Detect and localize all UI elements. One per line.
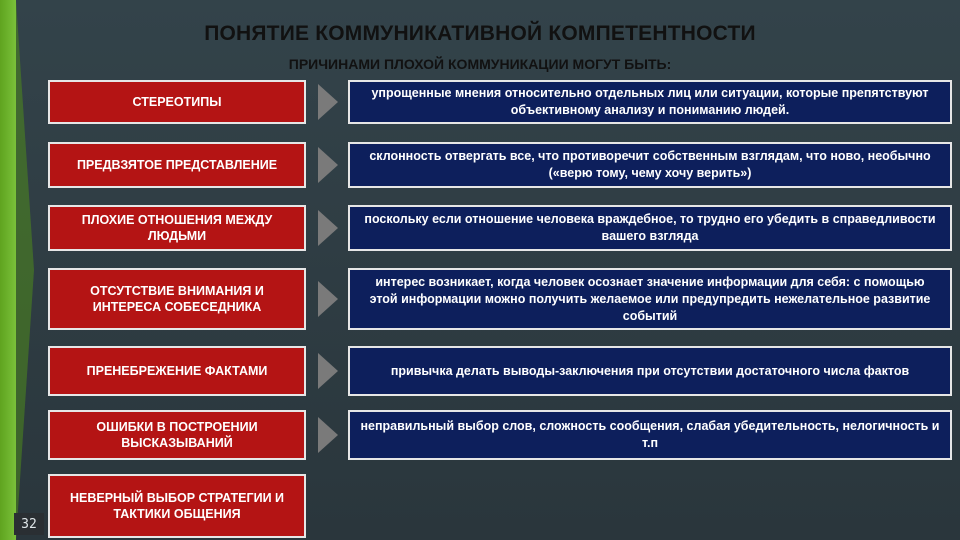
cause-box-attention: ОТСУТСТВИЕ ВНИМАНИЯ И ИНТЕРЕСА СОБЕСЕДНИКА xyxy=(48,268,306,330)
cause-box-relations: ПЛОХИЕ ОТНОШЕНИЯ МЕЖДУ ЛЮДЬМИ xyxy=(48,205,306,251)
arrow-connector xyxy=(318,353,338,389)
description-box-relations: поскольку если отношение человека враждебное, то трудно его убедить в справедливости вашего взгляда xyxy=(348,205,952,251)
cause-box-bias: ПРЕДВЗЯТОЕ ПРЕДСТАВЛЕНИЕ xyxy=(48,142,306,188)
page-number: 32 xyxy=(14,513,44,535)
description-box-bias: склонность отвергать все, что противоречит собственным взглядам, что ново, необычно («верю тому, чему хочу верить») xyxy=(348,142,952,188)
arrow-connector xyxy=(318,281,338,317)
slide-title: ПОНЯТИЕ КОММУНИКАТИВНОЙ КОМПЕТЕНТНОСТИ xyxy=(204,22,756,45)
description-box-attention: интерес возникает, когда человек осознает значение информации для себя: с помощью этой информации можно получить желаемое или предупредить нежелательное развитие событий xyxy=(348,268,952,330)
cause-box-statements: ОШИБКИ В ПОСТРОЕНИИ ВЫСКАЗЫВАНИЙ xyxy=(48,410,306,460)
arrow-connector xyxy=(318,417,338,453)
accent-strip xyxy=(0,0,16,540)
cause-box-stereotypes: СТЕРЕОТИПЫ xyxy=(48,80,306,124)
description-box-statements: неправильный выбор слов, сложность сообщения, слабая убедительность, нелогичность и т.п xyxy=(348,410,952,460)
arrow-connector xyxy=(318,147,338,183)
arrow-connector xyxy=(318,210,338,246)
arrow-connector xyxy=(318,84,338,120)
cause-box-facts: ПРЕНЕБРЕЖЕНИЕ ФАКТАМИ xyxy=(48,346,306,396)
slide-subtitle: ПРИЧИНАМИ ПЛОХОЙ КОММУНИКАЦИИ МОГУТ БЫТЬ: xyxy=(288,56,672,72)
accent-wedge xyxy=(16,0,34,540)
description-box-facts: привычка делать выводы-заключения при отсутствии достаточного числа фактов xyxy=(348,346,952,396)
cause-box-strategy: НЕВЕРНЫЙ ВЫБОР СТРАТЕГИИ И ТАКТИКИ ОБЩЕНИЯ xyxy=(48,474,306,538)
description-box-stereotypes: упрощенные мнения относительно отдельных лиц или ситуации, которые препятствуют объективному анализу и пониманию людей. xyxy=(348,80,952,124)
